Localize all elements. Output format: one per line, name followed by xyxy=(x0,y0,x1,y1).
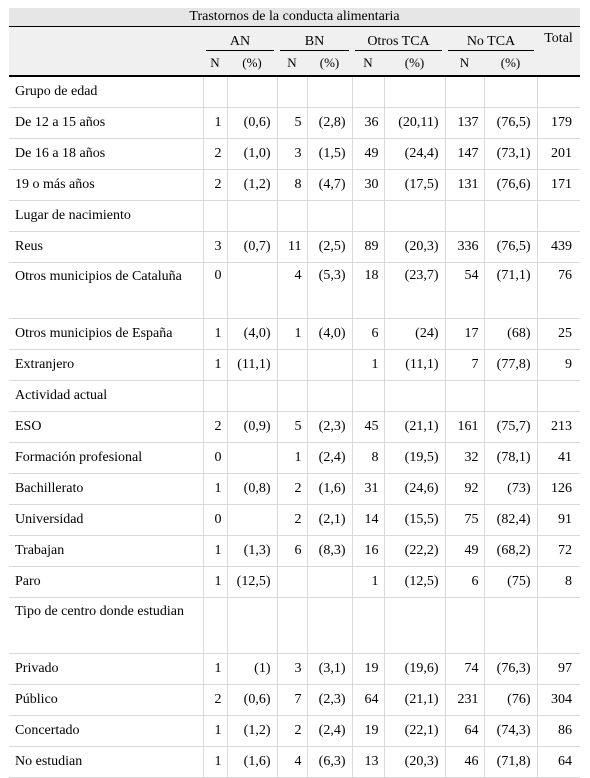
cell-n: 19 xyxy=(352,654,384,685)
section-header-row xyxy=(9,201,580,232)
subheader-pct: (%) xyxy=(227,51,277,76)
row-label: Público xyxy=(9,685,203,716)
row-label: Reus xyxy=(9,232,203,263)
cell-n: 3 xyxy=(277,654,307,685)
cell-pct: (8,3) xyxy=(307,536,352,567)
cell-pct: (5,3) xyxy=(307,263,352,319)
cell-pct: (20,11) xyxy=(384,108,445,139)
cell-total: 179 xyxy=(537,108,580,139)
cell-pct: (1,0) xyxy=(227,139,277,170)
empty-cell xyxy=(384,598,445,654)
cell-n: 45 xyxy=(352,412,384,443)
subheader-n: N xyxy=(445,51,484,76)
table-container xyxy=(9,8,580,778)
cell-n: 137 xyxy=(445,108,484,139)
cell-pct: (24,4) xyxy=(384,139,445,170)
cell-total: 97 xyxy=(537,654,580,685)
row-label: Paro xyxy=(9,567,203,598)
empty-cell xyxy=(445,201,484,232)
cell-n: 19 xyxy=(352,716,384,747)
cell-pct: (76) xyxy=(484,685,537,716)
empty-cell xyxy=(384,201,445,232)
cell-pct: (1) xyxy=(227,654,277,685)
cell-n: 4 xyxy=(277,263,307,319)
cell-pct: (15,5) xyxy=(384,505,445,536)
cell-n: 1 xyxy=(203,567,227,598)
cell-n: 1 xyxy=(352,567,384,598)
data-table xyxy=(9,8,580,778)
cell-total: 304 xyxy=(537,685,580,716)
cell-pct xyxy=(227,505,277,536)
cell-total: 201 xyxy=(537,139,580,170)
cell-n: 74 xyxy=(445,654,484,685)
empty-cell xyxy=(203,381,227,412)
cell-n: 6 xyxy=(277,536,307,567)
section-label: Actividad actual xyxy=(9,381,203,412)
row-label: Trabajan xyxy=(9,536,203,567)
empty-cell xyxy=(227,381,277,412)
empty-cell xyxy=(537,201,580,232)
table-row xyxy=(9,232,580,263)
cell-pct: (19,6) xyxy=(384,654,445,685)
cell-n: 7 xyxy=(277,685,307,716)
row-label: ESO xyxy=(9,412,203,443)
empty-cell xyxy=(537,76,580,108)
cell-total: 72 xyxy=(537,536,580,567)
cell-total: 8 xyxy=(537,567,580,598)
cell-pct: (4,0) xyxy=(307,319,352,350)
cell-pct: (76,6) xyxy=(484,170,537,201)
cell-total: 76 xyxy=(537,263,580,319)
cell-pct: (0,6) xyxy=(227,108,277,139)
cell-n: 1 xyxy=(203,474,227,505)
cell-pct: (75,7) xyxy=(484,412,537,443)
cell-n: 1 xyxy=(203,319,227,350)
empty-cell xyxy=(307,201,352,232)
cell-pct: (68) xyxy=(484,319,537,350)
empty-cell xyxy=(203,76,227,108)
cell-pct: (22,2) xyxy=(384,536,445,567)
cell-pct: (2,5) xyxy=(307,232,352,263)
cell-n: 31 xyxy=(352,474,384,505)
table-row xyxy=(9,716,580,747)
cell-total: 86 xyxy=(537,716,580,747)
cell-pct: (12,5) xyxy=(227,567,277,598)
table-row xyxy=(9,747,580,778)
cell-n: 64 xyxy=(445,716,484,747)
cell-pct: (2,8) xyxy=(307,108,352,139)
cell-n: 46 xyxy=(445,747,484,778)
cell-n: 2 xyxy=(203,685,227,716)
cell-pct: (76,5) xyxy=(484,232,537,263)
cell-n: 147 xyxy=(445,139,484,170)
cell-n: 4 xyxy=(277,747,307,778)
cell-total: 126 xyxy=(537,474,580,505)
cell-pct xyxy=(227,443,277,474)
cell-n: 6 xyxy=(445,567,484,598)
row-label: Concertado xyxy=(9,716,203,747)
row-label: De 12 a 15 años xyxy=(9,108,203,139)
cell-n: 75 xyxy=(445,505,484,536)
cell-n: 11 xyxy=(277,232,307,263)
cell-n: 3 xyxy=(277,139,307,170)
cell-n: 1 xyxy=(352,350,384,381)
row-label: Universidad xyxy=(9,505,203,536)
cell-n: 2 xyxy=(277,716,307,747)
empty-cell xyxy=(203,201,227,232)
cell-pct: (74,3) xyxy=(484,716,537,747)
subheader-n: N xyxy=(352,51,384,76)
cell-n: 1 xyxy=(203,108,227,139)
empty-cell xyxy=(537,381,580,412)
cell-pct: (1,2) xyxy=(227,170,277,201)
cell-total: 91 xyxy=(537,505,580,536)
empty-cell xyxy=(484,76,537,108)
cell-pct: (20,3) xyxy=(384,747,445,778)
empty-cell xyxy=(227,76,277,108)
cell-n: 1 xyxy=(277,319,307,350)
cell-pct: (1,2) xyxy=(227,716,277,747)
cell-pct: (23,7) xyxy=(384,263,445,319)
cell-pct: (0,6) xyxy=(227,685,277,716)
section-label: Tipo de centro donde estudian xyxy=(9,598,203,654)
cell-n: 7 xyxy=(445,350,484,381)
section-header-row xyxy=(9,381,580,412)
empty-cell xyxy=(484,381,537,412)
cell-n: 49 xyxy=(352,139,384,170)
empty-cell xyxy=(277,76,307,108)
row-label: Otros municipios de Cataluña xyxy=(9,263,203,319)
cell-total: 64 xyxy=(537,747,580,778)
row-label: No estudian xyxy=(9,747,203,778)
empty-cell xyxy=(203,598,227,654)
table-row xyxy=(9,319,580,350)
table-title-row xyxy=(9,8,580,27)
cell-n: 3 xyxy=(203,232,227,263)
table-row xyxy=(9,263,580,319)
cell-pct: (78,1) xyxy=(484,443,537,474)
table-row xyxy=(9,474,580,505)
cell-pct: (75) xyxy=(484,567,537,598)
cell-n: 92 xyxy=(445,474,484,505)
cell-total: 9 xyxy=(537,350,580,381)
row-label: De 16 a 18 años xyxy=(9,139,203,170)
cell-pct: (11,1) xyxy=(227,350,277,381)
cell-pct: (11,1) xyxy=(384,350,445,381)
group-header-row xyxy=(9,27,580,52)
row-label: Bachillerato xyxy=(9,474,203,505)
table-row xyxy=(9,170,580,201)
table-row xyxy=(9,139,580,170)
empty-cell xyxy=(384,381,445,412)
row-label: Privado xyxy=(9,654,203,685)
cell-pct xyxy=(307,350,352,381)
cell-pct: (2,4) xyxy=(307,716,352,747)
cell-n xyxy=(277,350,307,381)
cell-pct: (6,3) xyxy=(307,747,352,778)
cell-pct: (73,1) xyxy=(484,139,537,170)
cell-pct xyxy=(307,567,352,598)
cell-pct: (3,1) xyxy=(307,654,352,685)
subheader-n: N xyxy=(203,51,227,76)
row-label: Otros municipios de España xyxy=(9,319,203,350)
cell-n: 5 xyxy=(277,412,307,443)
empty-cell xyxy=(227,201,277,232)
cell-n: 0 xyxy=(203,505,227,536)
cell-pct: (2,3) xyxy=(307,685,352,716)
cell-n: 1 xyxy=(203,716,227,747)
empty-cell xyxy=(352,381,384,412)
empty-cell xyxy=(277,201,307,232)
cell-n: 36 xyxy=(352,108,384,139)
cell-pct: (76,3) xyxy=(484,654,537,685)
empty-cell xyxy=(227,598,277,654)
cell-pct: (1,6) xyxy=(227,747,277,778)
subheader-n: N xyxy=(277,51,307,76)
cell-pct: (77,8) xyxy=(484,350,537,381)
empty-cell xyxy=(484,598,537,654)
cell-total: 171 xyxy=(537,170,580,201)
cell-pct: (17,5) xyxy=(384,170,445,201)
cell-pct: (0,9) xyxy=(227,412,277,443)
table-title: Trastornos de la conducta alimentaria xyxy=(9,8,580,27)
empty-cell xyxy=(445,381,484,412)
cell-n: 231 xyxy=(445,685,484,716)
cell-n: 131 xyxy=(445,170,484,201)
cell-n: 89 xyxy=(352,232,384,263)
cell-n: 32 xyxy=(445,443,484,474)
cell-pct: (19,5) xyxy=(384,443,445,474)
cell-pct: (21,1) xyxy=(384,412,445,443)
cell-pct: (22,1) xyxy=(384,716,445,747)
cell-n: 1 xyxy=(277,443,307,474)
cell-n: 64 xyxy=(352,685,384,716)
cell-pct: (68,2) xyxy=(484,536,537,567)
total-header: Total xyxy=(537,27,580,52)
table-row xyxy=(9,108,580,139)
cell-n: 2 xyxy=(203,139,227,170)
cell-pct: (4,7) xyxy=(307,170,352,201)
cell-pct: (76,5) xyxy=(484,108,537,139)
cell-total: 213 xyxy=(537,412,580,443)
table-row xyxy=(9,412,580,443)
cell-pct xyxy=(227,263,277,319)
cell-n: 13 xyxy=(352,747,384,778)
cell-pct: (24) xyxy=(384,319,445,350)
empty-cell xyxy=(537,598,580,654)
table-row xyxy=(9,567,580,598)
cell-n: 18 xyxy=(352,263,384,319)
section-label: Lugar de nacimiento xyxy=(9,201,203,232)
empty-cell xyxy=(445,598,484,654)
table-row xyxy=(9,536,580,567)
group-header-no-tca: No TCA xyxy=(448,34,534,51)
cell-pct: (71,1) xyxy=(484,263,537,319)
cell-pct: (0,8) xyxy=(227,474,277,505)
empty-cell xyxy=(307,76,352,108)
cell-n: 2 xyxy=(203,412,227,443)
subheader-pct: (%) xyxy=(307,51,352,76)
empty-cell xyxy=(307,381,352,412)
empty-cell xyxy=(484,201,537,232)
cell-pct: (4,0) xyxy=(227,319,277,350)
cell-pct: (21,1) xyxy=(384,685,445,716)
cell-n: 14 xyxy=(352,505,384,536)
cell-n: 1 xyxy=(203,350,227,381)
cell-n: 5 xyxy=(277,108,307,139)
table-row xyxy=(9,685,580,716)
empty-cell xyxy=(352,598,384,654)
section-header-row xyxy=(9,598,580,654)
cell-total: 25 xyxy=(537,319,580,350)
group-header-otros-tca: Otros TCA xyxy=(355,34,442,51)
row-label: Formación profesional xyxy=(9,443,203,474)
cell-pct: (24,6) xyxy=(384,474,445,505)
cell-n: 54 xyxy=(445,263,484,319)
empty-cell xyxy=(307,598,352,654)
cell-total: 439 xyxy=(537,232,580,263)
table-row xyxy=(9,654,580,685)
cell-pct: (1,6) xyxy=(307,474,352,505)
cell-pct: (2,3) xyxy=(307,412,352,443)
cell-pct: (0,7) xyxy=(227,232,277,263)
cell-pct: (1,5) xyxy=(307,139,352,170)
cell-pct: (71,8) xyxy=(484,747,537,778)
section-label: Grupo de edad xyxy=(9,76,203,108)
cell-n: 49 xyxy=(445,536,484,567)
cell-n: 1 xyxy=(203,654,227,685)
cell-n: 336 xyxy=(445,232,484,263)
table-row xyxy=(9,350,580,381)
empty-cell xyxy=(384,76,445,108)
cell-n xyxy=(277,567,307,598)
cell-pct: (82,4) xyxy=(484,505,537,536)
empty-cell xyxy=(277,598,307,654)
empty-cell xyxy=(352,76,384,108)
table-body xyxy=(9,76,580,778)
cell-pct: (20,3) xyxy=(384,232,445,263)
subheader-row xyxy=(9,51,580,76)
row-label: Extranjero xyxy=(9,350,203,381)
cell-pct: (2,1) xyxy=(307,505,352,536)
empty-cell xyxy=(352,201,384,232)
cell-n: 6 xyxy=(352,319,384,350)
section-header-row xyxy=(9,76,580,108)
empty-cell xyxy=(277,381,307,412)
cell-n: 2 xyxy=(203,170,227,201)
cell-n: 30 xyxy=(352,170,384,201)
table-row xyxy=(9,443,580,474)
cell-total: 41 xyxy=(537,443,580,474)
cell-n: 1 xyxy=(203,536,227,567)
cell-n: 0 xyxy=(203,443,227,474)
cell-pct: (1,3) xyxy=(227,536,277,567)
cell-pct: (12,5) xyxy=(384,567,445,598)
subheader-pct: (%) xyxy=(384,51,445,76)
cell-n: 16 xyxy=(352,536,384,567)
cell-pct: (73) xyxy=(484,474,537,505)
cell-n: 0 xyxy=(203,263,227,319)
table-row xyxy=(9,505,580,536)
cell-n: 1 xyxy=(203,747,227,778)
cell-n: 17 xyxy=(445,319,484,350)
cell-n: 8 xyxy=(277,170,307,201)
cell-n: 161 xyxy=(445,412,484,443)
cell-n: 2 xyxy=(277,505,307,536)
row-label: 19 o más años xyxy=(9,170,203,201)
empty-cell xyxy=(445,76,484,108)
subheader-pct: (%) xyxy=(484,51,537,76)
cell-pct: (2,4) xyxy=(307,443,352,474)
cell-n: 8 xyxy=(352,443,384,474)
group-header-bn: BN xyxy=(280,34,349,51)
group-header-an: AN xyxy=(206,34,274,51)
cell-n: 2 xyxy=(277,474,307,505)
